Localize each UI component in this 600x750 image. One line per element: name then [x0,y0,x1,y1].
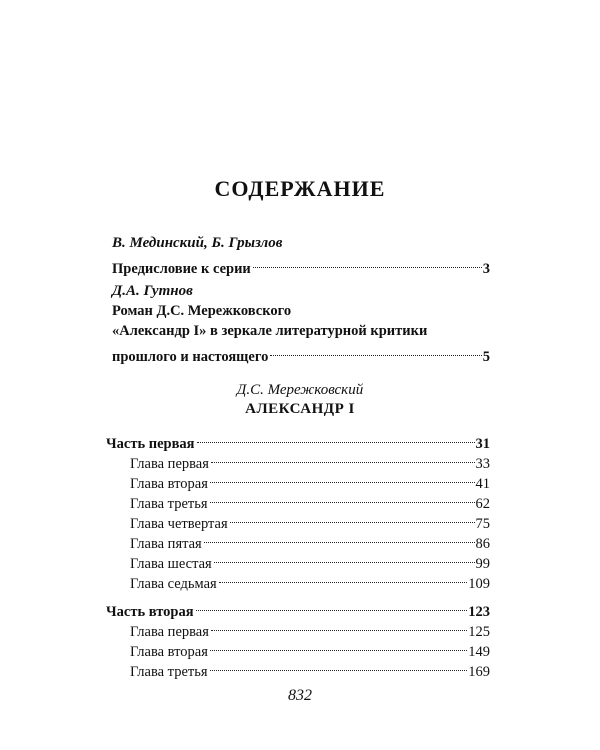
dot-leader [211,616,467,636]
toc-entry-title: Глава первая [130,456,209,472]
toc-entry-title: Глава вторая [130,644,208,660]
toc-entry-title: Глава четвертая [130,516,228,532]
toc-author: Д.А. Гутнов [112,283,193,299]
toc-entry-title: Глава третья [130,496,208,512]
toc-entry-title: Глава первая [130,624,209,640]
page-number: 832 [288,687,312,704]
toc-entry-page: 3 [482,261,490,277]
toc-section-essay [112,281,490,365]
toc-entry-page: 41 [475,476,490,492]
dot-leader [230,508,475,528]
toc-entry-title: Часть первая [106,436,195,452]
dot-leader [211,448,475,468]
toc-entry-title: Глава шестая [130,556,212,572]
toc-entry-title: Глава пятая [130,536,202,552]
toc-entry-page: 33 [475,456,490,472]
toc-entry-title-line: Роман Д.С. Мережковского [112,303,292,319]
work-author: Д.С. Мережковский [236,382,364,398]
toc-entry-page: 109 [468,576,490,592]
toc-part-entry[interactable] [106,596,490,620]
toc-entry-title: Глава вторая [130,476,208,492]
dot-leader [214,548,475,568]
toc-entry[interactable] [112,341,490,365]
toc-entry-page: 31 [475,436,490,452]
dot-leader [253,253,482,273]
dot-leader [219,568,468,588]
toc-section-preface [112,233,490,277]
dot-leader [210,488,475,508]
toc-entry-title: Часть вторая [106,604,194,620]
dot-leader [204,528,475,548]
toc-entry-page: 125 [468,624,490,640]
toc-entry-page: 5 [482,349,490,365]
toc-entry[interactable] [112,253,490,277]
toc-entry-title: Глава седьмая [130,576,217,592]
dot-leader [196,596,468,616]
toc-entry-title: Предисловие к серии [112,261,251,277]
toc-entry-page: 169 [468,664,490,680]
toc-entry-page: 149 [468,644,490,660]
toc-part-entry[interactable] [106,428,490,452]
toc-entry-page: 99 [475,556,490,572]
page-title: СОДЕРЖАНИЕ [214,176,386,201]
toc-part-two [106,596,490,680]
toc-part-one [106,428,490,592]
dot-leader [210,636,467,656]
dot-leader [210,656,468,676]
dot-leader [197,428,475,448]
work-title: АЛЕКСАНДР I [245,401,355,417]
toc-author: В. Мединский, Б. Грызлов [112,235,283,251]
toc-entry-page: 75 [475,516,490,532]
toc-entry-title-line: «Александр I» в зеркале литературной критики [112,323,428,339]
dot-leader [270,341,481,361]
toc-entry-page: 123 [468,604,490,620]
toc-entry-page: 62 [475,496,490,512]
toc-entry-title: Глава третья [130,664,208,680]
toc-entry-page: 86 [475,536,490,552]
toc-entry-title: прошлого и настоящего [112,349,269,365]
dot-leader [210,468,475,488]
